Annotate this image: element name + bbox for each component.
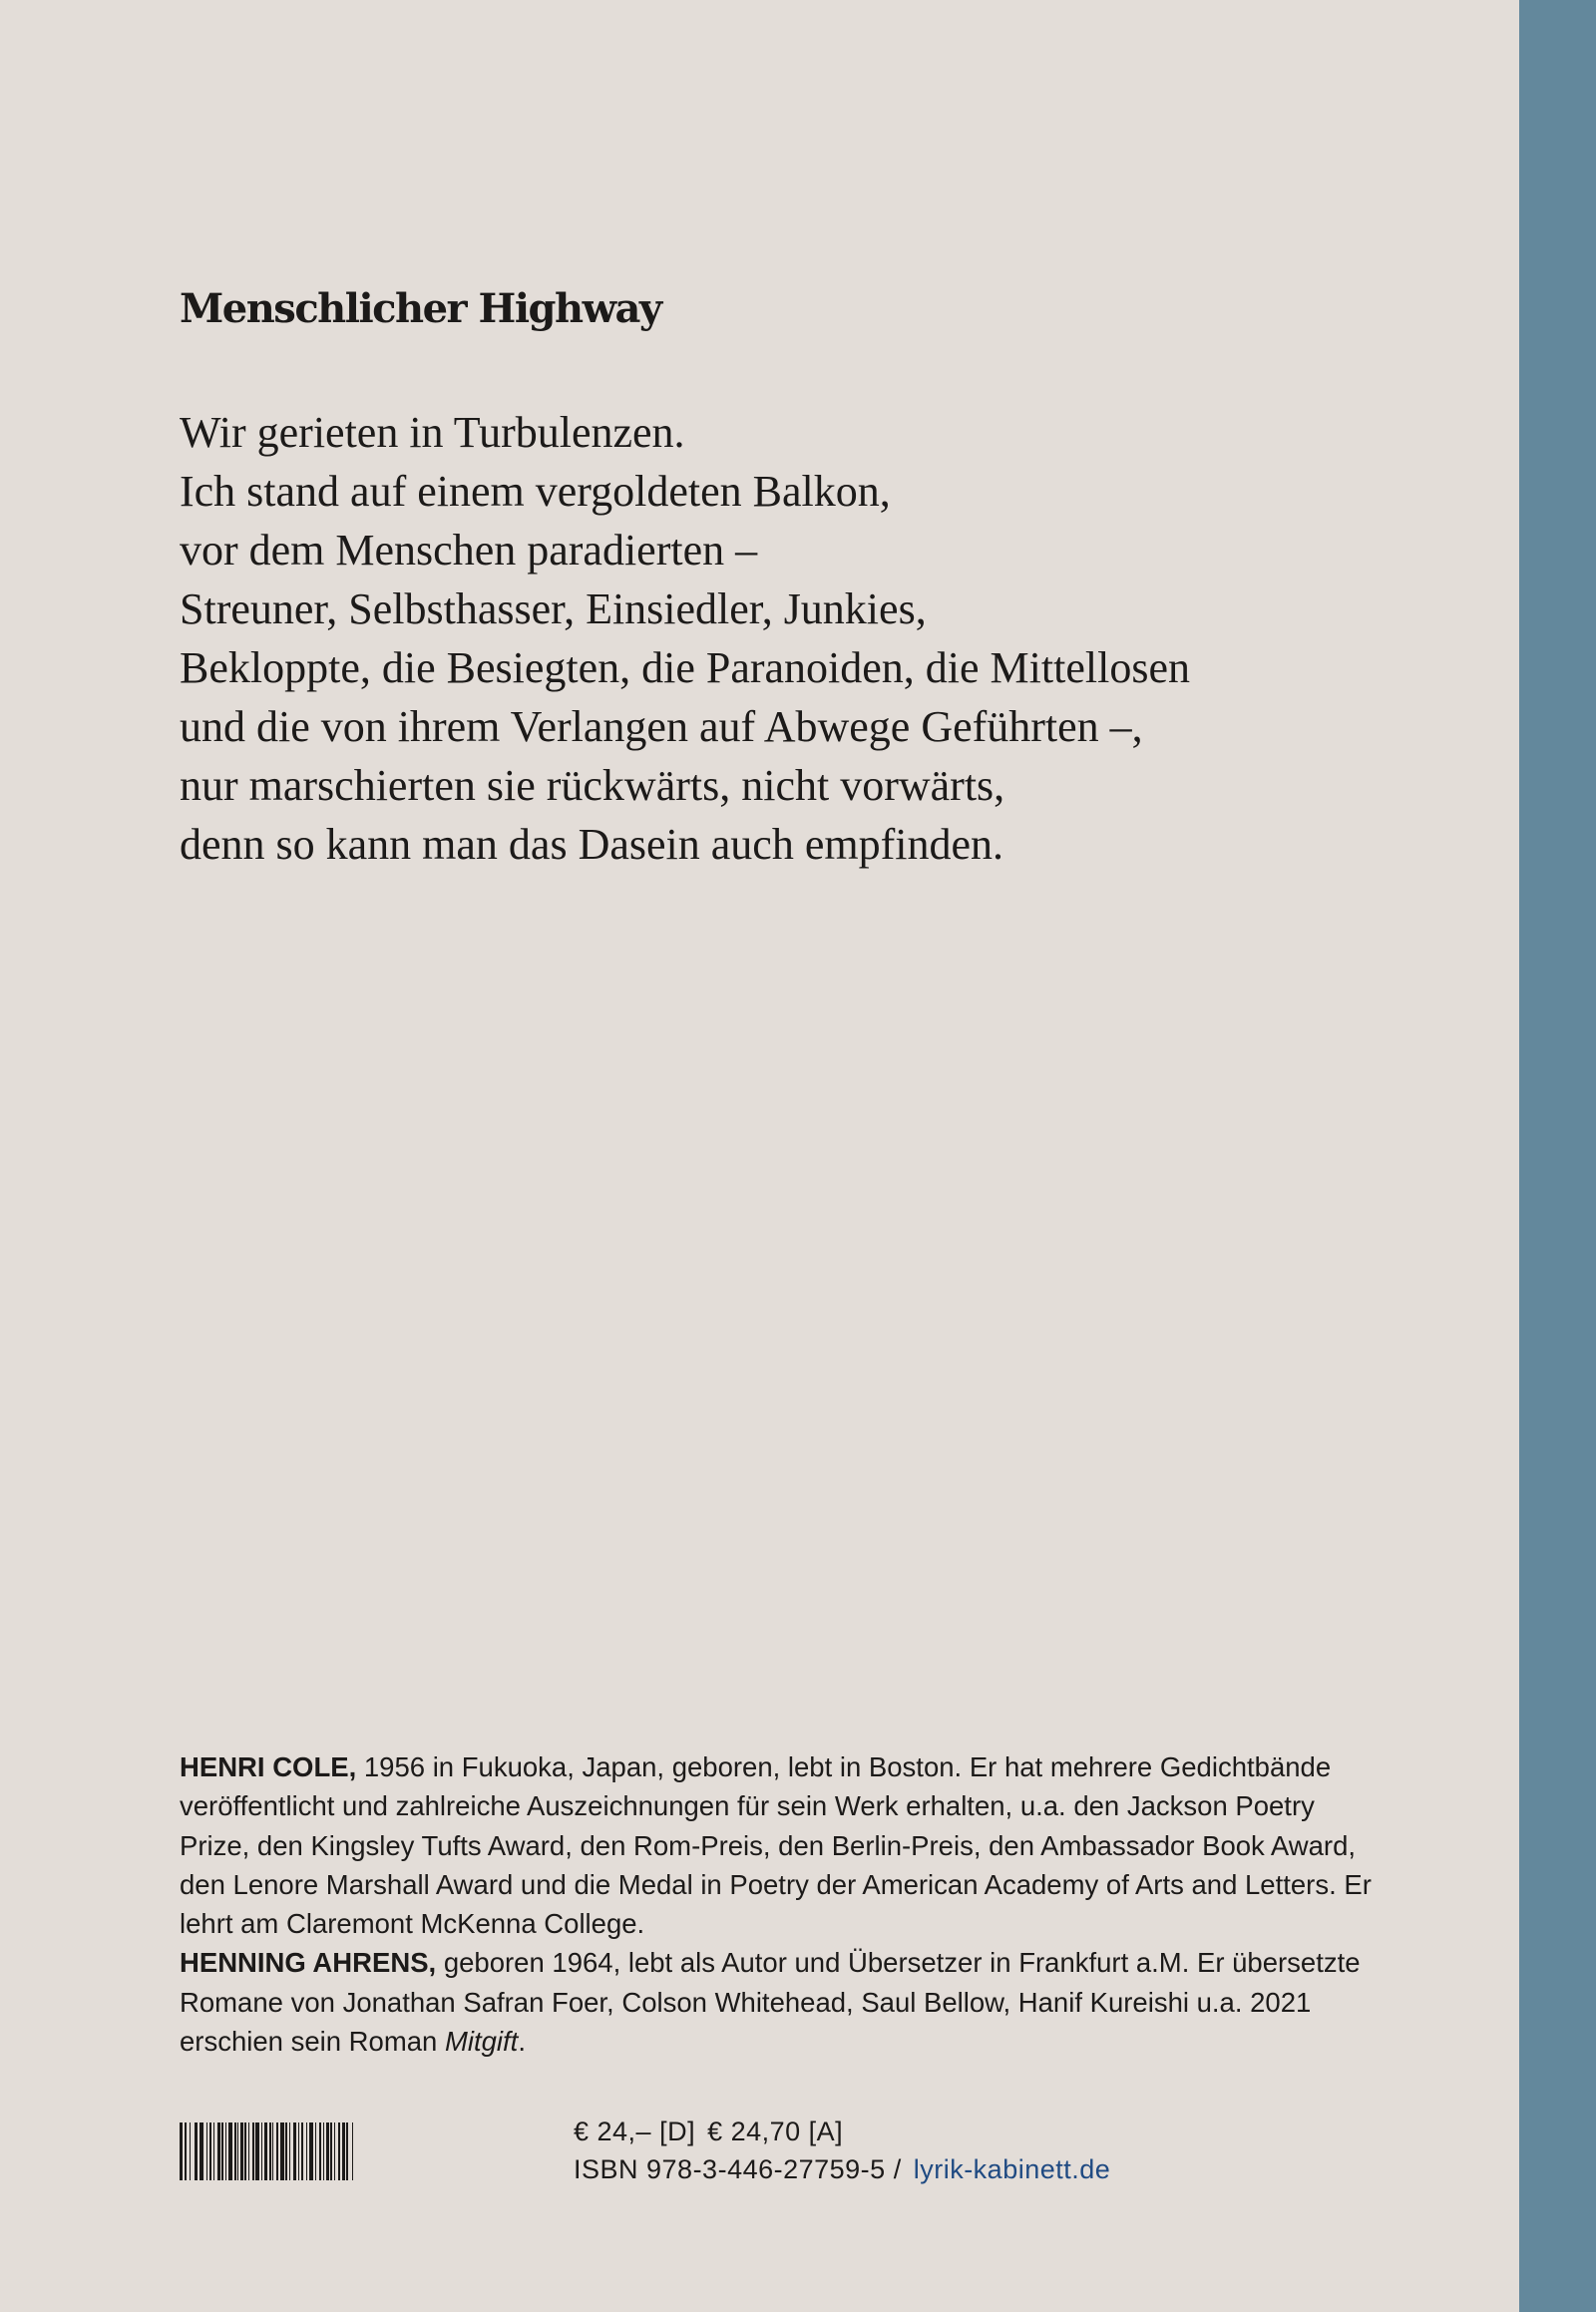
poem-line: denn so kann man das Dasein auch empfinden. (180, 820, 1003, 869)
barcode-bar (289, 2122, 290, 2180)
barcode-bar (280, 2122, 284, 2180)
poem-line: nur marschierten sie rückwärts, nicht vorwärts, (180, 761, 1005, 810)
barcode-bar (285, 2122, 287, 2180)
barcode-bar (237, 2122, 238, 2180)
barcode-bar (298, 2122, 299, 2180)
barcode-bar (248, 2122, 249, 2180)
barcode-bar (326, 2122, 329, 2180)
barcode-bar (338, 2122, 340, 2180)
barcode-bar (217, 2122, 220, 2180)
poem-body (180, 403, 1190, 874)
barcode-bar (209, 2122, 211, 2180)
price-row (574, 2113, 1110, 2150)
author-bios (180, 1747, 1387, 2061)
barcode-bar (213, 2122, 214, 2180)
barcode-bar (264, 2122, 267, 2180)
barcode-bar (315, 2122, 316, 2180)
barcode-bar (306, 2122, 307, 2180)
barcode-bar (240, 2122, 243, 2180)
poem-line: vor dem Menschen paradierten – (180, 526, 758, 575)
barcode-bar (200, 2122, 203, 2180)
novel-title: Mitgift (444, 2026, 519, 2058)
barcode-bar (346, 2122, 348, 2180)
translator-bio-text: geboren 1964, lebt als Autor und Übersetzer in Frankfurt a.M. Er übersetzte Romane von Jonathan Safran Foer, Colson Whitehead, Saul Bellow, Hanif Kureishi u.a. 2021 erschien sein Roman (180, 1947, 1361, 2058)
author-name: HENRI COLE, (180, 1751, 357, 1782)
barcode-bar (330, 2122, 332, 2180)
cover-spine-strip (1519, 0, 1596, 2312)
barcode-bar (319, 2122, 321, 2180)
bio-closing: . (518, 2026, 526, 2058)
barcode-bar (190, 2122, 191, 2180)
author-bio (180, 1747, 1387, 1943)
barcode-bar (309, 2122, 313, 2180)
barcode-bar (301, 2122, 303, 2180)
barcode-bar (255, 2122, 259, 2180)
barcode-bar (261, 2122, 262, 2180)
poem-title: Menschlicher Highway (180, 285, 661, 332)
barcode-bar (252, 2122, 254, 2180)
barcode-bar (228, 2122, 232, 2180)
poem-line: Wir gerieten in Turbulenzen. (180, 408, 685, 457)
barcode-bar (206, 2122, 207, 2180)
barcode-bar (276, 2122, 278, 2180)
translator-name: HENNING AHRENS, (180, 1947, 437, 1979)
barcode-bar (234, 2122, 236, 2180)
barcode (180, 2122, 525, 2180)
barcode-bar (293, 2122, 296, 2180)
isbn-row (574, 2150, 1110, 2188)
author-bio-text: 1956 in Fukuoka, Japan, geboren, lebt in Boston. Er hat mehrere Gedichtbände veröffentlicht und zahlreiche Auszeichnungen für sein Werk erhalten, u.a. den Jackson Poetry Prize, den Kingsley Tufts Award, den Rom-Preis, den Berlin-Preis, den Ambassador Book Award, den Lenore Marshall Award und die Medal in Poetry der American Academy of Arts and Letters. Er lehrt am Claremont McKenna College. (180, 1751, 1372, 1940)
barcode-bar (269, 2122, 271, 2180)
price-isbn-block (574, 2113, 1110, 2188)
barcode-bar (334, 2122, 335, 2180)
barcode-bar (195, 2122, 198, 2180)
barcode-bar (352, 2122, 353, 2180)
price-germany: € 24,– [D] (574, 2117, 696, 2146)
poem-line: Streuner, Selbsthasser, Einsiedler, Junkies, (180, 584, 927, 633)
barcode-bar (323, 2122, 324, 2180)
barcode-bar (180, 2122, 183, 2180)
barcode-bar (185, 2122, 187, 2180)
barcode-bar (225, 2122, 226, 2180)
barcode-bar (221, 2122, 223, 2180)
price-austria: € 24,70 [A] (707, 2117, 844, 2146)
translator-bio (180, 1943, 1387, 2061)
poem-line: Ich stand auf einem vergoldeten Balkon, (180, 467, 891, 516)
poem-line: Bekloppte, die Besiegten, die Paranoiden, die Mittellosen (180, 643, 1190, 692)
barcode-bar (272, 2122, 273, 2180)
barcode-bar (342, 2122, 345, 2180)
poem-line: und die von ihrem Verlangen auf Abwege Geführten –, (180, 702, 1143, 751)
barcode-bar (244, 2122, 246, 2180)
website-link[interactable]: lyrik-kabinett.de (913, 2154, 1111, 2184)
isbn: ISBN 978-3-446-27759-5 / (574, 2154, 902, 2184)
